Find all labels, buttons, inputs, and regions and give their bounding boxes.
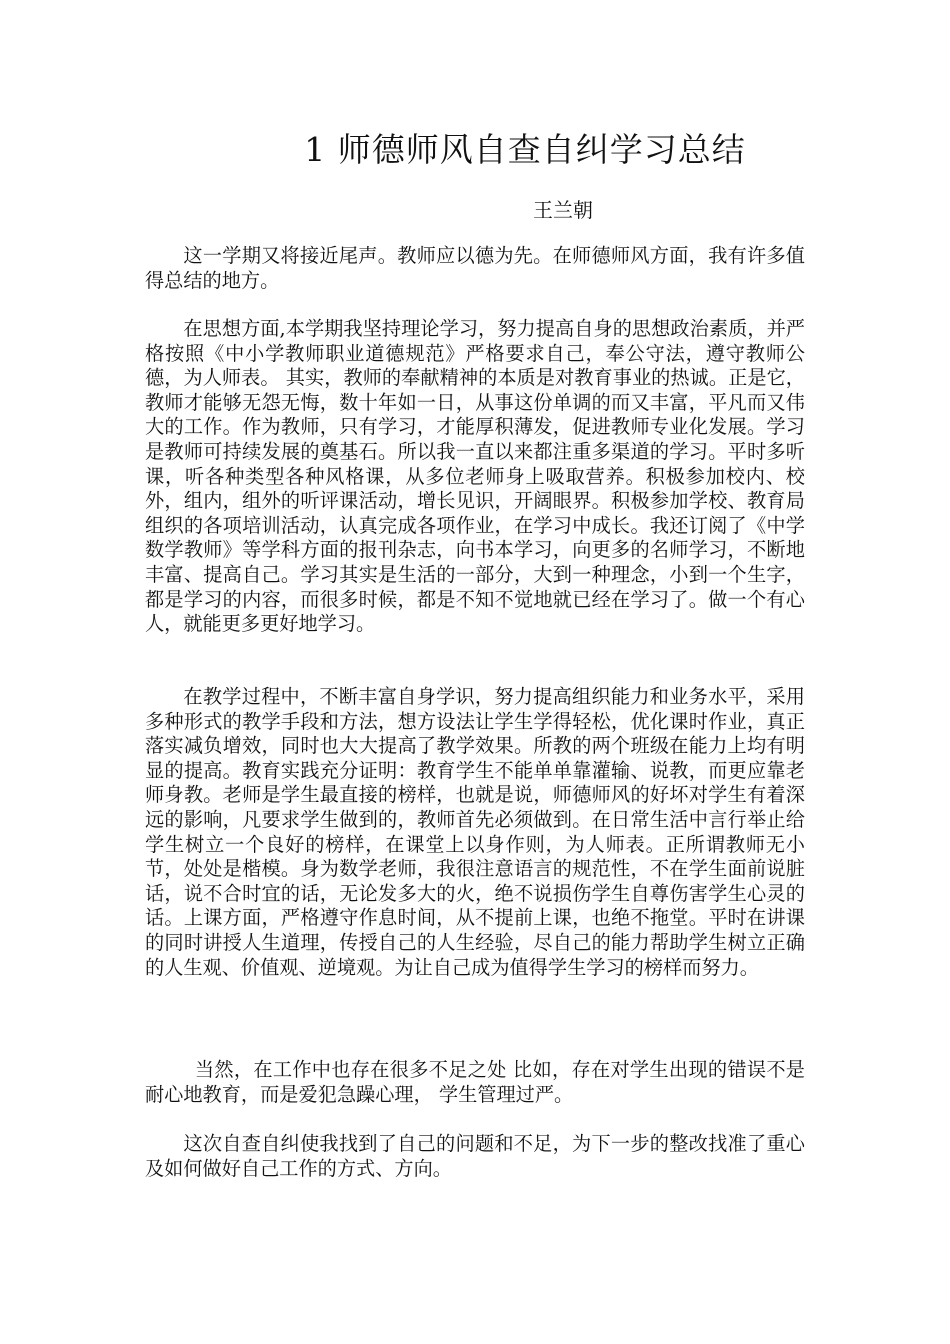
document-author: 王兰朝 bbox=[533, 198, 593, 222]
paragraph-shortcomings: 当然，在工作中也存在很多不足之处 比如，存在对学生出现的错误不是耐心地教育，而是爱犯急躁心理， 学生管理过严。 bbox=[145, 1058, 805, 1106]
paragraph-thought: 在思想方面,本学期我坚持理论学习，努力提高自身的思想政治素质，并严格按照《中小学教师职业道德规范》严格要求自己，奉公守法，遵守教师公德，为人师表。 其实，教师的奉献精神的本质是对教育事业的热诚。正是它，教师才能够无怨无悔，数十年如一日，从事这份单调的而又丰富，平凡而又伟大的工作。作为教师，只有学习，才能厚积薄发，促进教师专业化发展。学习是教师可持续发展的奠基石。所以我一直以来都注重多渠道的学习。平时多听课，听各种类型各种风格课，从多位老师身上吸取营养。积极参加校内、校外，组内，组外的听评课活动，增长见识，开阔眼界。积极参加学校、教育局组织的各项培训活动，认真完成各项作业，在学习中成长。我还订阅了《中学数学教师》等学科方面的报刊杂志，向书本学习，向更多的名师学习，不断地丰富、提高自己。学习其实是生活的一部分，大到一种理念，小到一个生字，都是学习的内容，而很多时候，都是不知不觉地就已经在学习了。做一个有心人，就能更多更好地学习。 bbox=[145, 317, 805, 636]
paragraph-teaching: 在教学过程中，不断丰富自身学识，努力提高组织能力和业务水平，采用多种形式的教学手段和方法，想方设法让学生学得轻松，优化课时作业，真正落实减负增效，同时也大大提高了教学效果。所教的两个班级在能力上均有明显的提高。教育实践充分证明：教育学生不能单单靠灌输、说教，而更应靠老师身教。老师是学生最直接的榜样，也就是说，师德师风的好坏对学生有着深远的影响，凡要求学生做到的，教师首先必须做到。在日常生活中言行举止给学生树立一个良好的榜样，在课堂上以身作则，为人师表。正所谓教师无小节，处处是楷模。身为数学老师，我很注意语言的规范性，不在学生面前说脏话，说不合时宜的话，无论发多大的火，绝不说损伤学生自尊伤害学生心灵的话。上课方面，严格遵守作息时间，从不提前上课，也绝不拖堂。平时在讲课的同时讲授人生道理，传授自己的人生经验，尽自己的能力帮助学生树立正确的人生观、价值观、逆境观。为让自己成为值得学生学习的榜样而努力。 bbox=[145, 685, 805, 979]
document-title: 1 师德师风自查自纠学习总结 bbox=[304, 130, 746, 169]
paragraph-conclusion: 这次自查自纠使我找到了自己的问题和不足，为下一步的整改找准了重心及如何做好自己工作的方式、方向。 bbox=[145, 1132, 805, 1180]
paragraph-intro: 这一学期又将接近尾声。教师应以德为先。在师德师风方面，我有许多值得总结的地方。 bbox=[145, 244, 805, 292]
